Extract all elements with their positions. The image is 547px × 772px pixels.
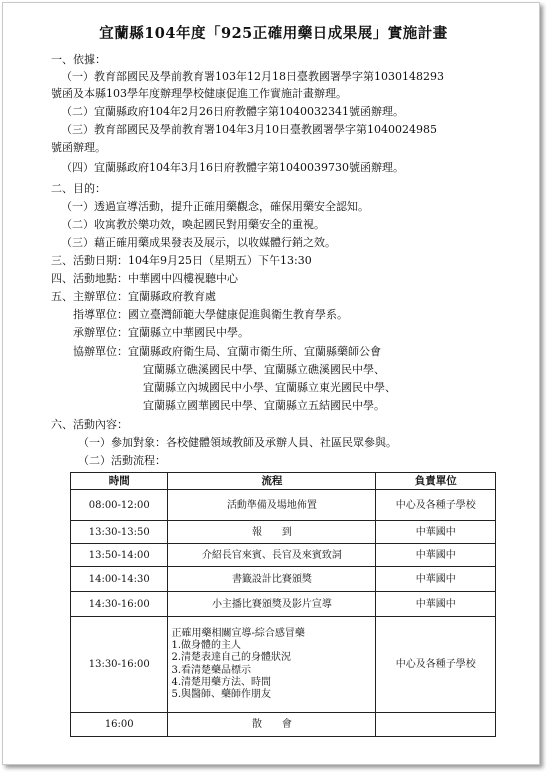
row-process: 書籤設計比賽頒獎 [168,567,376,592]
purpose-1: （一）透過宣導活動，提升正確用藥觀念，確保用藥安全認知。 [61,200,369,213]
table-row [71,490,496,521]
schedule-heading: （二）活動流程： [78,454,166,467]
purpose-2: （二）收寓教於樂功效，喚起國民對用藥安全的重視。 [61,218,325,231]
basis-4: （四）宜蘭縣政府104年3月16日府教體字第1040039730號函辦理。 [61,161,404,174]
header-time: 時間 [71,473,168,490]
row-time: 16:00 [71,713,168,737]
row-process: 活動準備及場地佈置 [168,490,376,521]
table-row [71,521,496,544]
co-organizer-line-1: 協辦單位：宜蘭縣政府衛生局、宜蘭市衛生所、宜蘭縣藥師公會 [73,345,381,358]
row-unit: 中華國中 [376,544,496,567]
co-organizer-line-2: 宜蘭縣立礁溪國民中學、宜蘭縣立礁溪國民中學、 [143,363,385,376]
basis-1-line-1: （一）教育部國民及學前教育署103年12月18日臺教國署學字第1030148293 [61,70,444,83]
section-1-heading: 一、依據： [51,53,106,66]
section-6-heading: 六、活動內容： [51,418,128,431]
row-time: 14:30-16:00 [71,592,168,617]
row-time: 08:00-12:00 [71,490,168,521]
participants: （一）參加對象：各校健體領域教師及承辦人員、社區民眾參與。 [78,436,397,449]
section-4-venue: 四、活動地點：中華國中四樓視聽中心 [51,272,238,285]
row-time: 14:00-14:30 [71,567,168,592]
table-row [71,713,496,737]
row-process: 介紹長官來賓、長官及來賓致詞 [168,544,376,567]
table-row [71,567,496,592]
basis-3-line-1: （三）教育部國民及學前教育署104年3月10日臺教國署學字第1040024985 [61,123,437,136]
basis-1-line-2: 號函及本縣103學年度辦理學校健康促進工作實施計畫辦理。 [51,87,347,100]
row-time: 13:50-14:00 [71,544,168,567]
header-unit: 負責單位 [376,473,496,490]
section-3-date: 三、活動日期：104年9月25日（星期五）下午13:30 [51,254,312,267]
document-title: 宜蘭縣104年度「925正確用藥日成果展」實施計畫 [99,25,448,42]
table-header-row [71,473,496,490]
process-line: 1.做身體的主人 [171,640,241,652]
guiding-unit: 指導單位：國立臺灣師範大學健康促進與衛生教育學系。 [73,308,348,321]
row-unit: 中心及各種子學校 [376,617,496,713]
row-unit: 中心及各種子學校 [376,490,496,521]
row-process: 報 到 [168,521,376,544]
table-row [71,592,496,617]
row-unit: 中華國中 [376,592,496,617]
process-line: 3.看清楚藥品標示 [171,664,251,676]
co-organizer-line-3: 宜蘭縣立內城國民中小學、宜蘭縣立東光國民中學、 [143,381,396,394]
row-time: 13:30-16:00 [71,617,168,713]
schedule-table [70,472,496,737]
basis-2: （二）宜蘭縣政府104年2月26日府教體字第1040032341號函辦理。 [61,105,404,118]
purpose-3: （三）藉正確用藥成果發表及展示，以收媒體行銷之效。 [61,236,336,249]
section-5-organizer: 五、主辦單位：宜蘭縣政府教育處 [51,290,216,303]
row-time: 13:30-13:50 [71,521,168,544]
process-line: 5.與醫師、藥師作朋友 [171,688,271,700]
row-unit [376,713,496,737]
process-line: 2.清楚表達自己的身體狀況 [171,652,291,664]
row-unit: 中華國中 [376,521,496,544]
co-organizer-line-4: 宜蘭縣立國華國民中學、宜蘭縣立五結國民中學。 [143,399,385,412]
section-2-heading: 二、目的： [51,182,106,195]
row-process: 小主播比賽頒獎及影片宣導 [168,592,376,617]
host-unit: 承辦單位：宜蘭縣立中華國民中學。 [73,326,249,339]
basis-3-line-2: 號函辦理。 [51,141,106,154]
row-process: 散 會 [168,713,376,737]
table-row [71,544,496,567]
header-process: 流程 [168,473,376,490]
row-unit: 中華國中 [376,567,496,592]
row-process-list [168,617,376,713]
process-line: 正確用藥相關宣導-綜合感冒藥 [171,627,305,639]
table-row-multiline [71,617,496,713]
process-line: 4.清楚用藥方法、時間 [171,676,271,688]
